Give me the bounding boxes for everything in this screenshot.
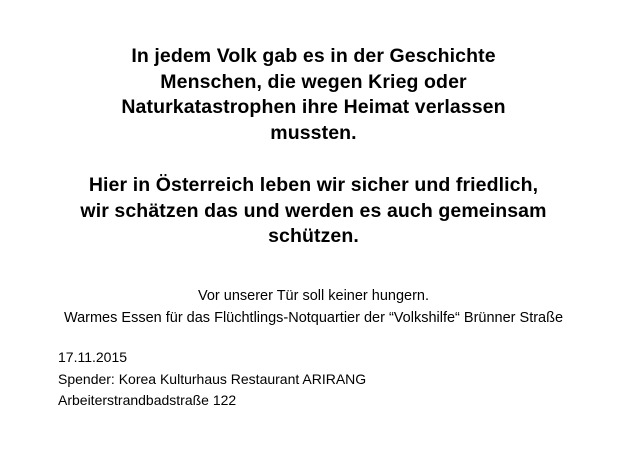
- headline-line: schützen.: [268, 225, 359, 248]
- donation-address: Arbeiterstrandbadstraße 122: [58, 392, 237, 409]
- headline-line: mussten.: [270, 122, 357, 145]
- headline-line: In jedem Volk gab es in der Geschichte: [131, 45, 496, 67]
- headline-line: Hier in Österreich leben wir sicher und friedlich,: [88, 173, 539, 196]
- headline-line: wir schätzen das und werden es auch gemeinsam: [80, 199, 547, 222]
- donation-date: 17.11.2015: [58, 349, 128, 365]
- subline-block: [32, 286, 595, 330]
- donor-block: [58, 347, 578, 412]
- headline-paragraph-1: [52, 44, 575, 147]
- donation-sponsor: Spender: Korea Kulturhaus Restaurant ARIRANG: [58, 370, 367, 387]
- headline-line: Menschen, die wegen Krieg oder: [160, 70, 467, 93]
- headline-line: Naturkatastrophen ihre Heimat verlassen: [121, 96, 506, 119]
- subline-line-2: Warmes Essen für das Flüchtlings-Notquartier der “Volkshilfe“ Brünner Straße: [63, 309, 564, 326]
- headline-paragraph-2: [52, 173, 575, 250]
- subline-line-1: Vor unserer Tür soll keiner hungern.: [197, 288, 430, 304]
- headline-block: [52, 44, 575, 250]
